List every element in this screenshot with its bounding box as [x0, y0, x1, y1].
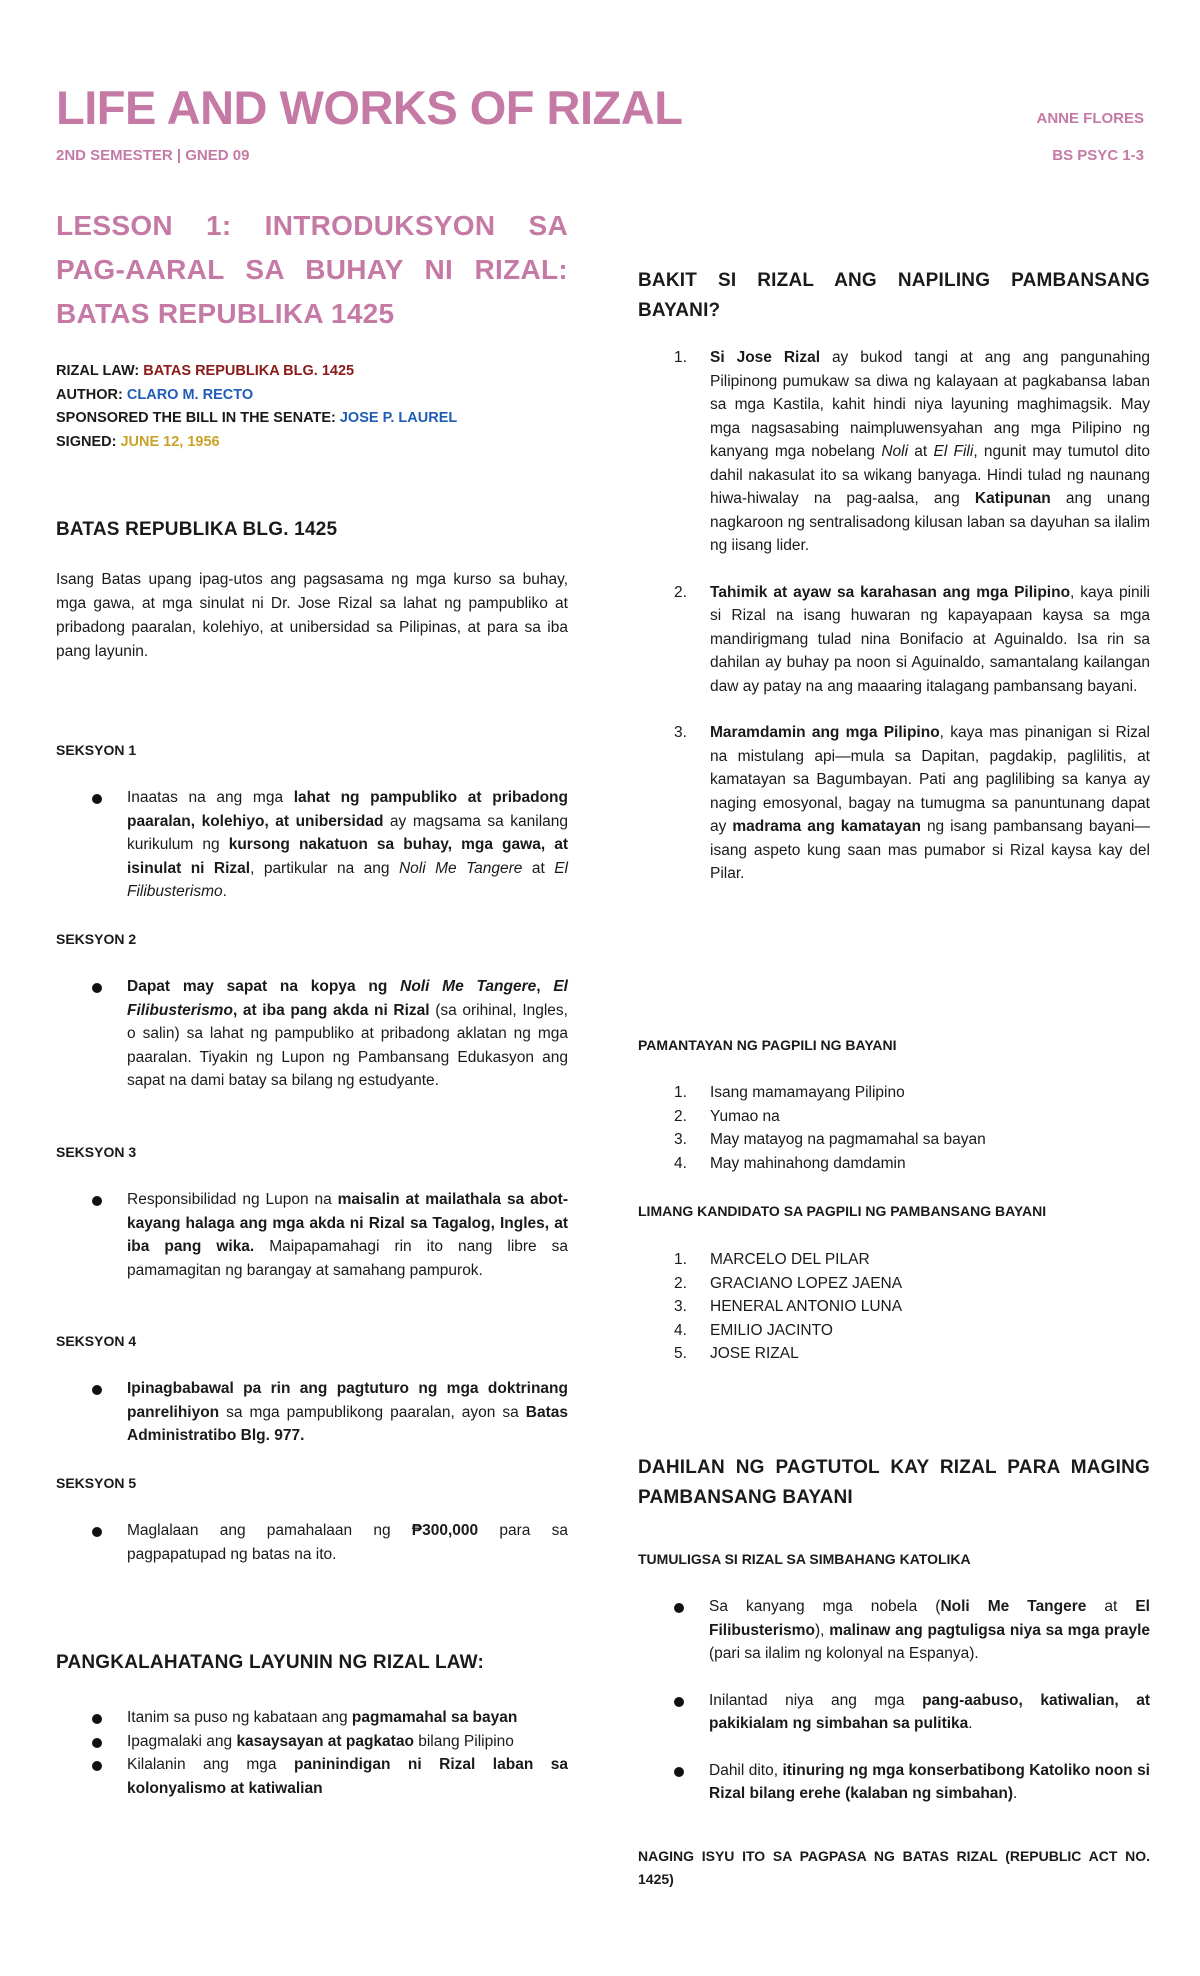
- list-item: Dapat may sapat na kopya ng Noli Me Tangere, El Filibusterismo, at iba pang akda ni Rizal (sa orihinal, Ingles, o salin) sa lahat ng pampubliko at pribadong aklatan ng mga paaralan. Tiyakin ng Lupon ng Pambansang Edukasyon ang sapat na dami batay sa bilang ng estudyante.: [56, 975, 568, 1093]
- list-item: 2. GRACIANO LOPEZ JAENA: [674, 1274, 903, 1292]
- pamantayan-list: [638, 1081, 1150, 1175]
- meta-author: AUTHOR: CLARO M. RECTO: [56, 386, 254, 403]
- list-item: Ipagmalaki ang kasaysayan at pagkatao bilang Pilipino: [56, 1730, 568, 1754]
- list-item: Itanim sa puso ng kabataan ang pagmamahal sa bayan: [56, 1706, 568, 1730]
- author-course: BS PSYC 1-3: [1052, 147, 1144, 164]
- author-name: ANNE FLORES: [1036, 110, 1144, 127]
- seksyon-1-heading: SEKSYON 1: [56, 742, 137, 758]
- seksyon-3-heading: SEKSYON 3: [56, 1144, 137, 1160]
- list-item: Inaatas na ang mga lahat ng pampubliko at pribadong paaralan, kolehiyo, at unibersidad ay magsama sa kanilang kurikulum ng kursong nakatuon sa buhay, mga gawa, at isinulat ni Rizal, partikular na ang Noli Me Tangere at El Filibusterismo.: [56, 786, 568, 904]
- list-item: Responsibilidad ng Lupon na maisalin at mailathala sa abot-kayang halaga ang mga akda ni Rizal sa Tagalog, Ingles, at iba pang wika. Maipapamahagi rin ito nang libre sa pamamagitan ng barangay at samahang pampurok.: [56, 1188, 568, 1282]
- seksyon-4-heading: SEKSYON 4: [56, 1333, 137, 1349]
- layunin-heading: PANGKALAHATANG LAYUNIN NG RIZAL LAW:: [56, 1652, 485, 1673]
- list-item: 4. May mahinahong damdamin: [674, 1154, 906, 1172]
- seksyon-2-list: [56, 975, 568, 1093]
- bakit-heading: BAKIT SI RIZAL ANG NAPILING PAMBANSANG BAYANI?: [638, 270, 1150, 321]
- list-item: 1. Isang mamamayang Pilipino: [674, 1084, 905, 1101]
- meta-law: RIZAL LAW: BATAS REPUBLIKA BLG. 1425: [56, 363, 355, 379]
- seksyon-1-list: [56, 786, 568, 904]
- seksyon-3-list: [56, 1188, 568, 1282]
- kandidato-heading: LIMANG KANDIDATO SA PAGPILI NG PAMBANSANG BAYANI: [638, 1203, 1047, 1219]
- batas-heading: BATAS REPUBLIKA BLG. 1425: [56, 519, 338, 540]
- list-item: Ipinagbabawal pa rin ang pagtuturo ng mga doktrinang panrelihiyon sa mga pampublikong paaralan, ayon sa Batas Administratibo Blg. 977.: [56, 1377, 568, 1448]
- list-item: Maglalaan ang pamahalaan ng ₱300,000 para sa pagpapatupad ng batas na ito.: [56, 1519, 568, 1566]
- list-item: 2. Tahimik at ayaw sa karahasan ang mga Pilipino, kaya pinili si Rizal na isang huwaran ng kapayapaan kaysa sa mga mandirigmang tulad nina Bonifacio at Aguinaldo. Isa rin sa dahilan ay buhay pa noon si Aguinaldo, samantalang kailangan daw ay patay na ang maaaring italagang pambansang bayani.: [674, 583, 1150, 695]
- seksyon-2-heading: SEKSYON 2: [56, 931, 137, 947]
- seksyon-5-list: [56, 1519, 568, 1566]
- law-metadata: [56, 360, 457, 454]
- list-item: 3. Maramdamin ang mga Pilipino, kaya mas pinanigan si Rizal na mistulang api—mula sa Dapitan, pagdakip, paglilitis, at kamatayan sa Bagumbayan. Pati ang paglilibing sa kanya ay naging emosyonal, bagay na tumugma sa panuntunang dapat ay madrama ang kamatayan ng isang pambansang bayani—isang aspeto kung saan mas pumabor si Rizal kaysa kay del Pilar.: [674, 724, 1150, 882]
- list-item: Dahil dito, itinuring ng mga konserbatibong Katoliko noon si Rizal bilang erehe (kalaban ng simbahan).: [638, 1759, 1150, 1806]
- pamantayan-heading: PAMANTAYAN NG PAGPILI NG BAYANI: [638, 1037, 897, 1053]
- lesson-title: LESSON 1: INTRODUKSYON SA PAG-AARAL SA BUHAY NI RIZAL: BATAS REPUBLIKA 1425: [56, 210, 568, 329]
- bakit-list: [638, 346, 1150, 886]
- list-item: 3. HENERAL ANTONIO LUNA: [674, 1298, 903, 1315]
- meta-signed: SIGNED: JUNE 12, 1956: [56, 433, 220, 450]
- kandidato-list: [638, 1248, 1150, 1366]
- dahilan-list: [638, 1595, 1150, 1806]
- seksyon-5-heading: SEKSYON 5: [56, 1475, 137, 1491]
- batas-body: Isang Batas upang ipag-utos ang pagsasama ng mga kurso sa buhay, mga gawa, at mga sinulat ni Dr. Jose Rizal sa lahat ng pampubliko at pribadong paaralan, kolehiyo, at unibersidad sa Pilipinas, at para sa iba pang layunin.: [56, 571, 568, 660]
- layunin-list: [56, 1706, 568, 1800]
- dahilan-footer: NAGING ISYU ITO SA PAGPASA NG BATAS RIZAL (REPUBLIC ACT NO. 1425): [638, 1848, 1150, 1887]
- list-item: 1. MARCELO DEL PILAR: [674, 1251, 870, 1268]
- list-item: Inilantad niya ang mga pang-aabuso, katiwalian, at pakikialam ng simbahan sa pulitika.: [638, 1689, 1150, 1736]
- list-item: Kilalanin ang mga paninindigan ni Rizal laban sa kolonyalismo at katiwalian: [56, 1753, 568, 1800]
- document-subtitle: 2ND SEMESTER | GNED 09: [56, 147, 250, 164]
- dahilan-subheading: TUMULIGSA SI RIZAL SA SIMBAHANG KATOLIKA: [638, 1551, 971, 1567]
- seksyon-4-list: [56, 1377, 568, 1448]
- document-title: LIFE AND WORKS OF RIZAL: [56, 81, 683, 134]
- list-item: Sa kanyang mga nobela (Noli Me Tangere at El Filibusterismo), malinaw ang pagtuligsa niya sa mga prayle (pari sa ilalim ng kolonyal na Espanya).: [638, 1595, 1150, 1666]
- meta-sponsor: SPONSORED THE BILL IN THE SENATE: JOSE P. LAUREL: [56, 410, 458, 426]
- list-item: 3. May matayog na pagmamahal sa bayan: [674, 1131, 986, 1148]
- list-item: 5. JOSE RIZAL: [674, 1345, 799, 1362]
- list-item: 1. Si Jose Rizal ay bukod tangi at ang ang pangunahing Pilipinong pumukaw sa diwa ng kalayaan at pagkabansa laban sa mga Kastila, kahit hindi niya layuning maghimagsik. May mga nagsasabing naimpluwensyahan ang mga Pilipino ng kanyang mga nobelang Noli at El Fili, ngunit may tumutol dito dahil nakasulat ito sa wikang banyaga. Hindi tulad ng naunang hiwa-hiwalay na pag-aalsa, ang Katipunan ang unang nagkaroon ng sentralisadong kilusan laban sa dayuhan sa ilalim ng iisang lider.: [674, 349, 1151, 554]
- list-item: 4. EMILIO JACINTO: [674, 1321, 833, 1339]
- dahilan-heading: DAHILAN NG PAGTUTOL KAY RIZAL PARA MAGING PAMBANSANG BAYANI: [638, 1457, 1150, 1508]
- list-item: 2. Yumao na: [674, 1107, 780, 1125]
